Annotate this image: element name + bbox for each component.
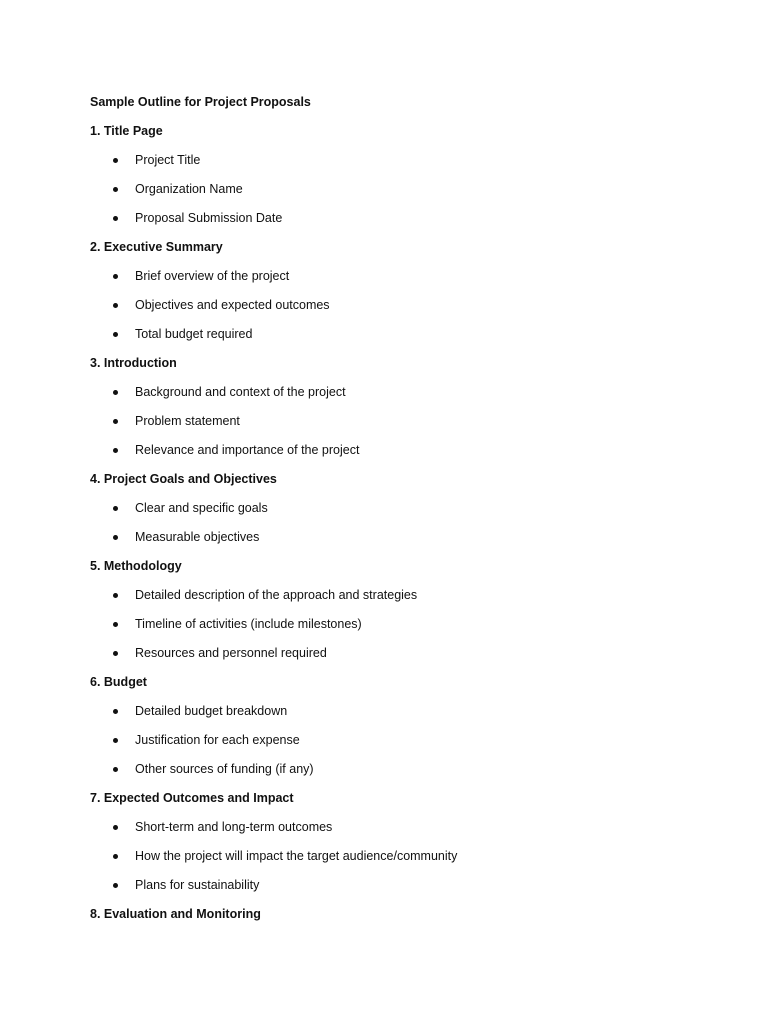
list-item-text: Problem statement bbox=[135, 414, 240, 428]
list-item bbox=[90, 439, 710, 468]
bullet-list bbox=[90, 816, 710, 903]
section-goals-objectives bbox=[90, 468, 710, 555]
list-item-text: Measurable objectives bbox=[135, 530, 260, 544]
list-item bbox=[90, 816, 710, 845]
list-item bbox=[90, 526, 710, 555]
bullet-icon bbox=[113, 419, 118, 424]
bullet-list bbox=[90, 265, 710, 352]
bullet-list bbox=[90, 497, 710, 555]
list-item bbox=[90, 265, 710, 294]
section-heading: 1. Title Page bbox=[90, 124, 163, 138]
list-item bbox=[90, 207, 710, 236]
list-item-text: Short-term and long-term outcomes bbox=[135, 820, 333, 834]
bullet-icon bbox=[113, 854, 118, 859]
section-executive-summary bbox=[90, 236, 710, 352]
list-item bbox=[90, 729, 710, 758]
section-evaluation-monitoring bbox=[90, 903, 710, 932]
list-item bbox=[90, 381, 710, 410]
bullet-icon bbox=[113, 274, 118, 279]
bullet-list bbox=[90, 584, 710, 671]
bullet-list bbox=[90, 700, 710, 787]
bullet-icon bbox=[113, 738, 118, 743]
list-item bbox=[90, 642, 710, 671]
list-item bbox=[90, 149, 710, 178]
list-item-text: Brief overview of the project bbox=[135, 269, 290, 283]
list-item-text: Other sources of funding (if any) bbox=[135, 762, 314, 776]
bullet-icon bbox=[113, 825, 118, 830]
section-introduction bbox=[90, 352, 710, 468]
bullet-icon bbox=[113, 448, 118, 453]
list-item bbox=[90, 497, 710, 526]
list-item-text: Clear and specific goals bbox=[135, 501, 268, 515]
bullet-icon bbox=[113, 158, 118, 163]
section-budget bbox=[90, 671, 710, 787]
document-content bbox=[90, 91, 710, 932]
section-heading: 8. Evaluation and Monitoring bbox=[90, 907, 261, 921]
section-heading: 5. Methodology bbox=[90, 559, 182, 573]
bullet-icon bbox=[113, 883, 118, 888]
list-item-text: Resources and personnel required bbox=[135, 646, 327, 660]
list-item-text: Total budget required bbox=[135, 327, 253, 341]
list-item-text: Justification for each expense bbox=[135, 733, 300, 747]
section-heading: 4. Project Goals and Objectives bbox=[90, 472, 277, 486]
bullet-icon bbox=[113, 390, 118, 395]
list-item bbox=[90, 874, 710, 903]
list-item bbox=[90, 410, 710, 439]
bullet-icon bbox=[113, 651, 118, 656]
bullet-icon bbox=[113, 622, 118, 627]
list-item bbox=[90, 700, 710, 729]
list-item-text: Plans for sustainability bbox=[135, 878, 260, 892]
list-item bbox=[90, 758, 710, 787]
list-item bbox=[90, 845, 710, 874]
section-outcomes-impact bbox=[90, 787, 710, 903]
list-item-text: Detailed description of the approach and strategies bbox=[135, 588, 418, 602]
list-item-text: Detailed budget breakdown bbox=[135, 704, 288, 718]
list-item-text: Background and context of the project bbox=[135, 385, 346, 399]
list-item-text: Proposal Submission Date bbox=[135, 211, 283, 225]
section-heading: 7. Expected Outcomes and Impact bbox=[90, 791, 294, 805]
section-heading: 2. Executive Summary bbox=[90, 240, 223, 254]
bullet-icon bbox=[113, 187, 118, 192]
bullet-icon bbox=[113, 767, 118, 772]
list-item-text: Objectives and expected outcomes bbox=[135, 298, 330, 312]
bullet-icon bbox=[113, 332, 118, 337]
section-title-page bbox=[90, 120, 710, 236]
list-item bbox=[90, 294, 710, 323]
bullet-list bbox=[90, 381, 710, 468]
bullet-icon bbox=[113, 709, 118, 714]
list-item-text: Relevance and importance of the project bbox=[135, 443, 360, 457]
bullet-icon bbox=[113, 593, 118, 598]
list-item-text: Project Title bbox=[135, 153, 201, 167]
list-item bbox=[90, 323, 710, 352]
bullet-icon bbox=[113, 303, 118, 308]
bullet-icon bbox=[113, 535, 118, 540]
list-item-text: Timeline of activities (include milestones) bbox=[135, 617, 362, 631]
section-heading: 3. Introduction bbox=[90, 356, 177, 370]
bullet-list bbox=[90, 149, 710, 236]
bullet-icon bbox=[113, 506, 118, 511]
section-heading: 6. Budget bbox=[90, 675, 147, 689]
list-item-text: How the project will impact the target audience/community bbox=[135, 849, 458, 863]
list-item bbox=[90, 178, 710, 207]
document-title: Sample Outline for Project Proposals bbox=[90, 95, 311, 109]
bullet-icon bbox=[113, 216, 118, 221]
list-item-text: Organization Name bbox=[135, 182, 243, 196]
list-item bbox=[90, 584, 710, 613]
section-methodology bbox=[90, 555, 710, 671]
list-item bbox=[90, 613, 710, 642]
